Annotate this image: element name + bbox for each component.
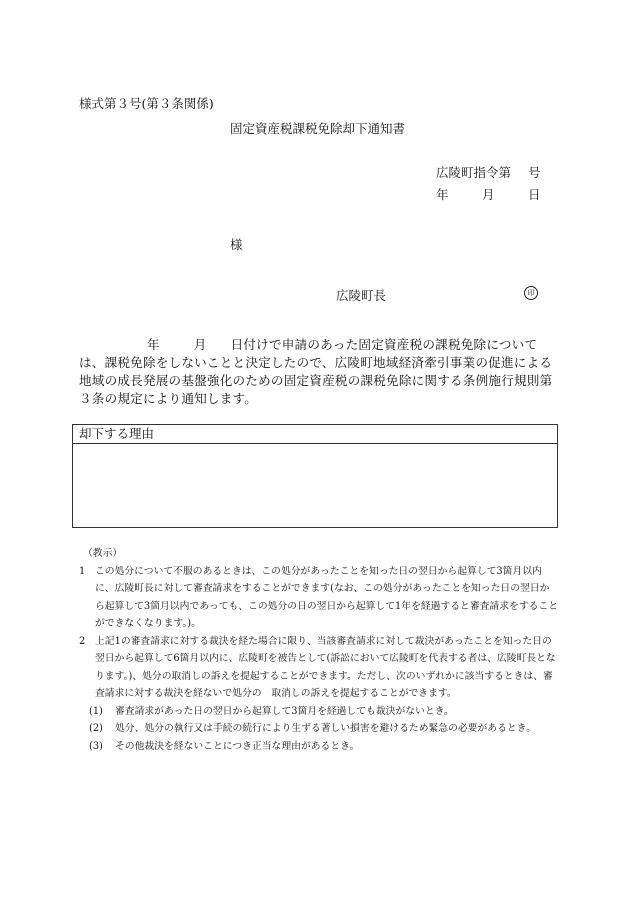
notes-heading: （教示）	[83, 548, 123, 559]
addressee-honorific: 様	[230, 237, 243, 252]
item-text: この処分について不服のあるときは、この処分があったことを知った日の翌日から起算して3箇月以内に、広陵町長に対して審査請求をすることができます(なお、この処分があったことを知った日の翌日から起算して3箇月以内であっても、この処分の日の翌日から起算して1年を経過すると審査請求をすることができなくなります。)。	[95, 565, 559, 629]
appeal-notice	[79, 545, 559, 755]
subitem-number: (3)	[89, 740, 103, 752]
list-item	[79, 563, 559, 633]
date-year-label: 年	[436, 187, 449, 202]
body-month: 月	[193, 337, 207, 352]
reason-heading: 却下する理由	[73, 425, 557, 444]
list-item	[79, 633, 559, 703]
issue-number-label: 広陵町指令第	[436, 165, 512, 180]
body-text: 日付けで申請のあった固定資産税の課税免除については、課税免除をしないことと決定したので、広陵町地域経済牽引事業の促進による地域の成長発展の基盤強化のための固定資産税の課税免除に関する条例施行規則第３条の規定により通知します。	[79, 337, 553, 406]
subitem-text: その他裁決を経ないことにつき正当な理由があるとき。	[115, 740, 360, 752]
reason-box	[72, 424, 558, 528]
date-month-label: 月	[482, 187, 495, 202]
item-number: 2	[79, 635, 86, 647]
issue-number-suffix: 号	[528, 165, 541, 180]
item-number: 1	[79, 565, 86, 577]
body-year: 年	[147, 337, 160, 352]
list-item	[79, 703, 559, 721]
seal-mark-icon: 印	[524, 286, 538, 300]
list-item	[79, 720, 559, 738]
subitem-text: 処分、処分の執行又は手続の続行により生ずる著しい損害を避けるため緊急の必要があるとき。	[115, 723, 536, 734]
form-number: 様式第３号(第３条関係)	[79, 96, 214, 111]
sender-title: 広陵町長	[336, 288, 387, 303]
item-text: 上記1の審査請求に対する裁決を経た場合に限り、当該審査請求に対して裁決があったことを知った日の翌日から起算して6箇月以内に、広陵町を被告として(訴訟において広陵町を代表する者は、広陵町長となります。)、処分の取消しの訴えを提起することができます。ただし、次のいずれかに該当するときは、審査請求に対する裁決を経ないで処分の 取消しの訴えを提起することができます。	[95, 635, 556, 699]
subitem-number: (2)	[89, 723, 103, 734]
date-day-label: 日	[528, 187, 541, 202]
page-title: 固定資産税課税免除却下通知書	[230, 121, 406, 136]
notice-body	[79, 336, 555, 408]
subitem-text: 審査請求があった日の翌日から起算して3箇月を経過しても裁決がないとき。	[115, 705, 454, 717]
subitem-number: (1)	[89, 705, 103, 717]
list-item	[79, 738, 559, 756]
